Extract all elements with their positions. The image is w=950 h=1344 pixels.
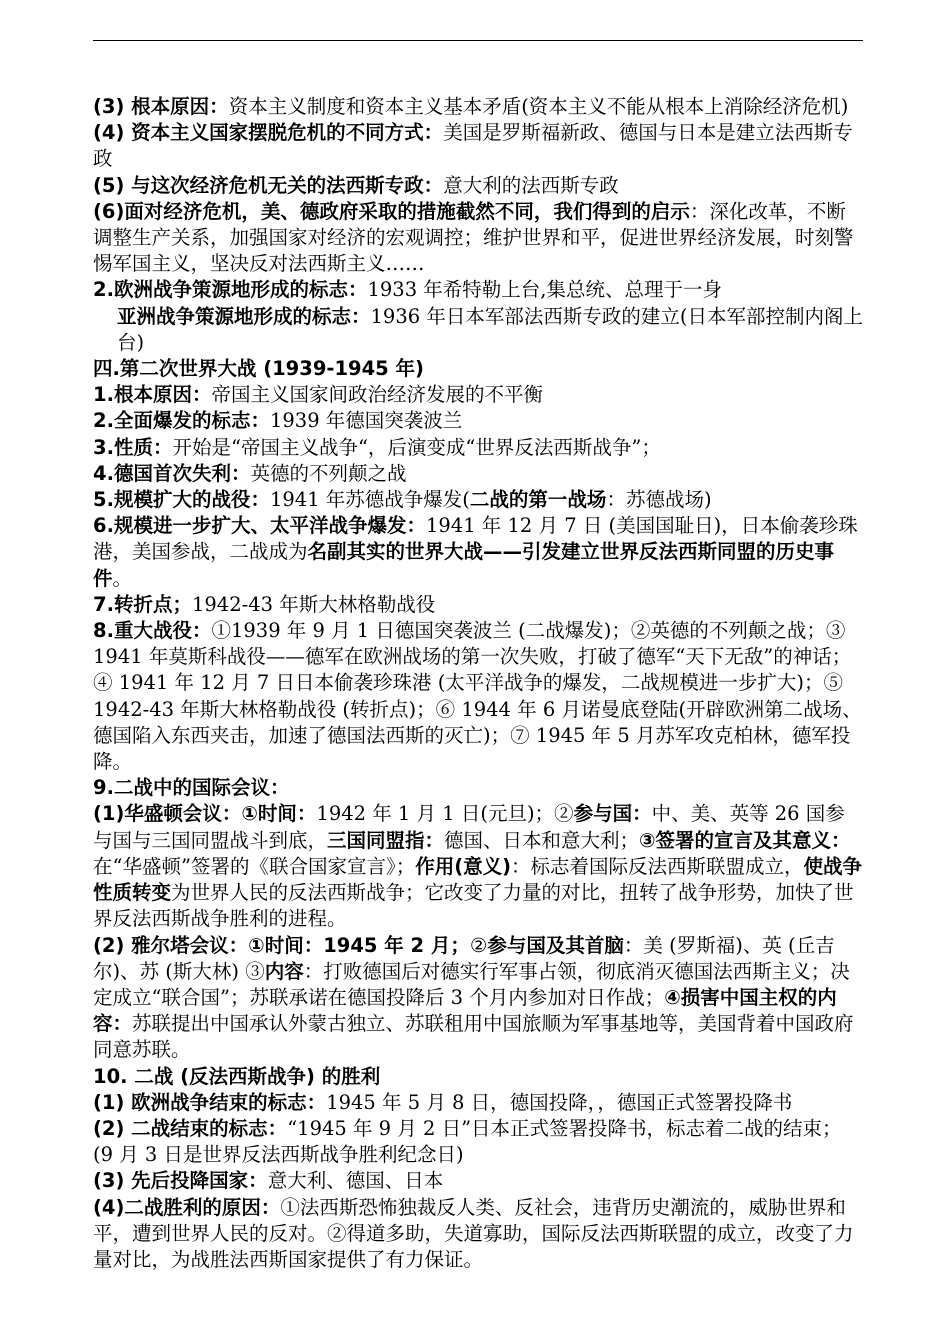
body-text: 为世界人民的反法西斯战争；它改变了力量的对比，扭转了战争形势，加快了世界反法西斯战争胜利的进程。 xyxy=(93,881,854,931)
bold-text: 使战争性质转变 xyxy=(93,854,863,905)
body-text: 苏联提出中国承认外蒙古独立、苏联租用中国旅顺为军事基地等，美国背着中国政府同意苏联。 xyxy=(93,1012,854,1062)
body-text: ①法西斯恐怖独裁反人类、反社会，违背历史潮流的，威胁世界和平，遭到世界人民的反对。②得道多助，失道寡助，国际反法西斯联盟的成立，改变了力量对比，为战胜法西斯国家提供了有力保证。 xyxy=(93,1195,854,1271)
paragraph xyxy=(93,408,863,434)
bold-text: 四.第二次世界大战 (1939-1945 年) xyxy=(93,357,424,381)
bold-text: (6)面对经济危机，美、德政府采取的措施截然不同，我们得到的启示 xyxy=(93,199,690,223)
body-text: 在“华盛顿”签署的《联合国家宣言》； xyxy=(93,854,416,878)
bold-text: 2.全面爆发的标志： xyxy=(93,409,270,433)
bold-text: (2) 雅尔塔会议：①时间：1945 年 2 月； xyxy=(93,933,470,957)
paragraph xyxy=(93,933,863,1064)
bold-text: (2) 二战结束的标志： xyxy=(93,1116,288,1140)
paragraph xyxy=(93,356,863,382)
paragraph xyxy=(93,513,863,592)
header-rule xyxy=(93,40,863,41)
body-text: 中、美、英等 26 国参与国与三国同盟战斗到底， xyxy=(93,802,845,852)
body-text: ：苏德战场) xyxy=(606,488,712,512)
paragraph xyxy=(93,1064,863,1090)
body-text: 1942 年 1 月 1 日(元旦)；② xyxy=(316,802,574,826)
bold-text: 参与国及其首脑 xyxy=(487,933,624,957)
paragraph xyxy=(93,592,863,618)
paragraph xyxy=(93,1195,863,1274)
bold-text: (3) 根本原因： xyxy=(93,95,229,118)
bold-text: 2.欧洲战争策源地形成的标志： xyxy=(93,278,368,302)
bold-text: 参与国： xyxy=(573,802,652,826)
bold-text: (4)二战胜利的原因： xyxy=(93,1195,281,1219)
body-text: 1945 年 5 月 8 日，德国投降，，德国正式签署投降书 xyxy=(326,1090,793,1114)
body-text: 1939 年德国突袭波兰 xyxy=(269,409,463,433)
paragraph xyxy=(93,1090,863,1116)
bold-text: 3.性质： xyxy=(93,435,173,459)
body-text: “1945 年 9 月 2 日”日本正式签署投降书，标志着二战的结束； (9 月 3 日是世界反法西斯战争胜利纪念日) xyxy=(93,1116,842,1167)
body-text: 1941 年苏德战争爆发( xyxy=(269,488,470,512)
body-text: 英德的不列颠之战 xyxy=(250,461,407,485)
paragraph xyxy=(93,382,863,408)
body-text: 开始是“帝国主义战争“，后演变成“世界反法西斯战争”； xyxy=(172,435,661,459)
paragraph xyxy=(93,304,863,356)
bold-text: 6.规模进一步扩大、太平洋战争爆发： xyxy=(93,514,426,538)
body-text: ：美 (罗斯福)、英 (丘吉尔)、苏 (斯大林) ③ xyxy=(93,933,835,983)
body-text: ：深化改革，不断调整生产关系，加强国家对经济的宏观调控；维护世界和平，促进世界经济发展，时刻警惕军国主义，坚决反对法西斯主义…… xyxy=(93,199,854,276)
body-text: 美国是罗斯福新政、德国与日本是建立法西斯专政 xyxy=(93,121,853,171)
body-text: 1933 年希特勒上台,集总统、总理于一身 xyxy=(367,278,723,302)
paragraph xyxy=(93,277,863,303)
body-text: ② xyxy=(469,933,488,957)
bold-text: (5) 与这次经济危机无关的法西斯专政： xyxy=(93,173,444,197)
paragraph xyxy=(93,173,863,199)
paragraph xyxy=(93,1116,863,1168)
bold-text: 二战的第一战场 xyxy=(469,488,607,512)
body-text: 资本主义制度和资本主义基本矛盾(资本主义不能从根本上消除经济危机) xyxy=(228,95,849,118)
paragraph xyxy=(93,461,863,487)
bold-text: ④损害中国主权的内容： xyxy=(93,985,837,1036)
paragraph xyxy=(93,775,863,801)
body-text: 1942-43 年斯大林格勒战役 xyxy=(191,592,436,616)
bold-text: (1) 欧洲战争结束的标志： xyxy=(93,1090,327,1114)
paragraph xyxy=(93,801,863,932)
paragraph xyxy=(93,120,863,172)
bold-text: 名副其实的世界大战——引发建立世界反法西斯同盟的历史事件 xyxy=(93,540,835,590)
bold-text: 4.德国首次失利： xyxy=(93,461,251,485)
body-text: 德国、日本和意大利； xyxy=(444,828,640,852)
document-body xyxy=(93,94,863,1273)
paragraph xyxy=(93,487,863,513)
bold-text: (4) 资本主义国家摆脱危机的不同方式： xyxy=(93,121,444,145)
bold-text: 亚洲战争策源地形成的标志： xyxy=(117,304,371,328)
body-text: ：标志着国际反法西斯联盟成立， xyxy=(511,854,804,878)
body-text: ：打败德国后对德实行军事占领，彻底消灭德国法西斯主义；决定成立“联合国”；苏联承诺在德国投降后 3 个月内参加对日作战； xyxy=(93,959,850,1009)
paragraph xyxy=(93,435,863,461)
bold-text: 内容 xyxy=(264,959,304,983)
bold-text: (3) 先后投降国家： xyxy=(93,1169,268,1193)
bold-text: 1.根本原因： xyxy=(93,383,212,407)
paragraph xyxy=(93,199,863,278)
paragraph xyxy=(93,618,863,775)
body-text: 意大利的法西斯专政 xyxy=(443,173,619,197)
body-text: 1941 年 12 月 7 日 (美国国耻日)，日本偷袭珍珠港，美国参战，二战成为 xyxy=(93,514,858,564)
body-text: 意大利、德国、日本 xyxy=(267,1169,444,1193)
bold-text: 7.转折点； xyxy=(93,592,192,616)
bold-text: 作用(意义) xyxy=(415,854,512,878)
bold-text: (1)华盛顿会议：①时间： xyxy=(93,802,317,826)
body-text: ①1939 年 9 月 1 日德国突袭波兰 (二战爆发)；②英德的不列颠之战；③ 1941 年莫斯科战役——德军在欧洲战场的第一次失败，打破了德军“天下无敌”的神话；④ 1941 年 12 月 7 日日本偷袭珍珠港 (太平洋战争的爆发，二战规模进一步扩大)；⑤ 1942-43 年斯大林格勒战役 (转折点)；⑥ 1944 年 6 月诺曼底登陆(开辟欧洲第二战场、德国陷入东西夹击，加速了德国法西斯的灭亡)；⑦ 1945 年 5 月苏军攻克柏林，德军投降。 xyxy=(93,619,862,774)
bold-text: 三国同盟指： xyxy=(327,828,445,852)
body-text: 帝国主义国家间政治经济发展的不平衡 xyxy=(211,383,543,407)
paragraph xyxy=(93,94,863,120)
bold-text: 10. 二战 (反法西斯战争) 的胜利 xyxy=(93,1064,381,1088)
body-text: 1936 年日本军部法西斯专政的建立(日本军部控制内阁上台) xyxy=(117,304,863,354)
paragraph xyxy=(93,1168,863,1194)
bold-text: 8.重大战役： xyxy=(93,619,212,643)
bold-text: ③签署的宣言及其意义： xyxy=(639,828,851,852)
bold-text: 5.规模扩大的战役： xyxy=(93,488,270,512)
bold-text: 9.二战中的国际会议： xyxy=(93,776,290,800)
body-text: 。 xyxy=(112,566,133,590)
